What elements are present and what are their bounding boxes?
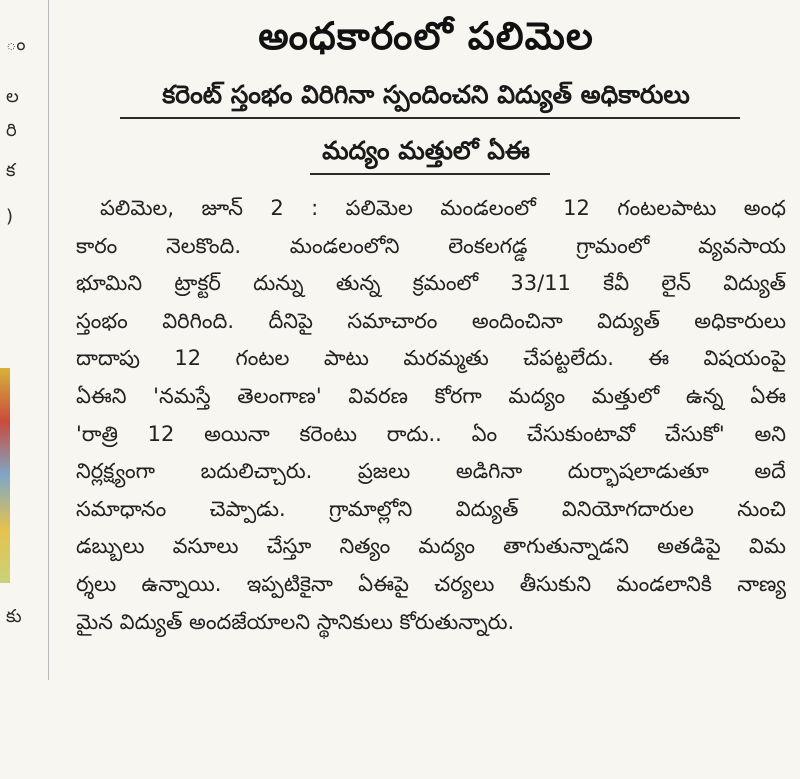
adjacent-column-char: ల xyxy=(6,86,19,107)
news-article xyxy=(62,0,790,700)
article-body-line: దాదాపు 12 గంటల పాటు మరమ్మతు చేపట్టలేదు. ఈ విషయంపై xyxy=(76,346,786,371)
article-headline: అంధకారంలో పలిమెల xyxy=(258,14,594,58)
article-body-line: కారం నెలకొంది. మండలంలోని లెంకలగడ్డ గ్రామంలో వ్యవసాయ xyxy=(76,233,786,258)
article-subheadline-secondary: మద్యం మత్తులో ఏఈ xyxy=(322,136,530,165)
article-body-line: పలిమెల, జూన్ 2 : పలిమెల మండలంలో 12 గంటలపాటు అంధ xyxy=(100,196,786,220)
article-body-line: మైన విద్యుత్ అందజేయాలని స్థానికులు కోరుతున్నారు. xyxy=(76,609,515,634)
article-body-line: 'రాత్రి 12 అయినా కరెంటు రాదు.. ఏం చేసుకుంటావో చేసుకో' అని xyxy=(76,421,786,446)
adjacent-column-char: ) xyxy=(6,206,14,227)
article-body xyxy=(76,190,786,641)
article-body-line: ర్శలు ఉన్నాయి. ఇప్పటికైనా ఏఈపై చర్యలు తీసుకుని మండలానికి నాణ్య xyxy=(76,571,786,596)
adjacent-photo-fragment xyxy=(0,368,10,583)
article-body-line: సమాధానం చెప్పాడు. గ్రామాల్లోని విద్యుత్ వినియోగదారుల నుంచి xyxy=(76,496,786,521)
subheadline-underline xyxy=(120,117,740,119)
article-body-line: స్తంభం విరిగింది. దీనిపై సమాచారం అందించినా విద్యుత్ అధికారులు xyxy=(76,308,786,333)
adjacent-column-strip xyxy=(0,0,49,680)
article-subheadline: కరెంట్ స్తంభం విరిగినా స్పందించని విద్యుత్ అధికారులు xyxy=(162,80,690,109)
adjacent-column-char: కు xyxy=(6,606,22,627)
adjacent-column-char: క xyxy=(6,160,16,181)
article-body-line: నిర్లక్ష్యంగా బదులిచ్చారు. ప్రజలు అడిగినా దుర్భాషలాడుతూ అదే xyxy=(76,459,786,484)
adjacent-column-char: ం xyxy=(6,34,26,55)
article-body-line: డబ్బులు వసూలు చేస్తూ నిత్యం మద్యం తాగుతున్నాడని అతడిపై విమ xyxy=(76,534,786,559)
article-body-line: ఏఈని 'నమస్తే తెలంగాణ' వివరణ కోరగా మద్యం మత్తులో ఉన్న ఏఈ xyxy=(76,383,786,408)
adjacent-column-char: రి xyxy=(6,120,17,141)
article-body-line: భూమిని ట్రాక్టర్ దున్ను తున్న క్రమంలో 33/11 కేవీ లైన్ విద్యుత్ xyxy=(76,271,786,296)
subheadline-secondary-underline xyxy=(310,173,550,175)
